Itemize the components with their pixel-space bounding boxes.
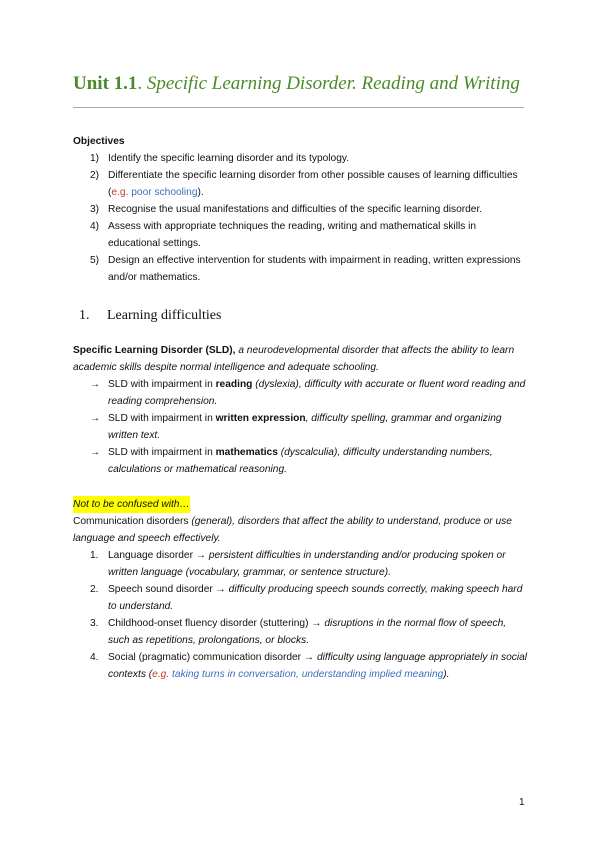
arrow-icon: → — [90, 413, 101, 424]
objectives-list — [73, 150, 528, 286]
list-item — [73, 581, 528, 615]
list-item — [73, 649, 528, 683]
example-text: taking turns in conversation, understanding implied meaning — [172, 669, 444, 680]
sld-description: difficulty with accurate or fluent word reading and reading comprehension. — [108, 379, 526, 407]
example-text: poor schooling — [131, 187, 198, 198]
disorder-description: persistent difficulties in understanding and/or producing spoken or written language (vocabulary, grammar, or sentence structure). — [108, 550, 506, 578]
sld-term: Specific Learning Disorder (SLD), — [73, 345, 236, 356]
section-number: 1. — [79, 308, 90, 323]
disorder-name: Language disorder — [108, 550, 193, 561]
objective-item — [73, 201, 528, 218]
sld-description: difficulty understanding numbers, calculations or mathematical reasoning. — [108, 447, 493, 475]
arrow-icon: → — [311, 618, 322, 629]
communication-disorders-intro — [73, 513, 528, 547]
objective-item — [73, 150, 528, 167]
arrow-icon: → — [90, 379, 101, 390]
objective-item — [73, 218, 528, 252]
sld-description: , difficulty spelling, grammar and organizing written text. — [108, 413, 502, 441]
sld-definition-text: a neurodevelopmental disorder that affects the ability to learn academic skills despite normal intelligence and adequate schooling. — [73, 345, 515, 373]
disorder-description-end: ). — [443, 669, 450, 680]
item-number: 4. — [90, 652, 99, 663]
document-body — [73, 133, 528, 683]
disorder-name: Speech sound disorder — [108, 584, 213, 595]
item-number: 1. — [90, 550, 99, 561]
disorder-description: difficulty producing speech sounds correctly, making speech hard to understand. — [108, 584, 523, 612]
objective-number: 3) — [90, 204, 100, 215]
arrow-icon: → — [195, 550, 206, 561]
objective-text: Design an effective intervention for students with impairment in reading, written expressions and/or mathematics. — [108, 255, 521, 283]
sld-types-list — [73, 376, 528, 478]
sld-prefix: SLD with impairment in — [108, 413, 213, 424]
list-item — [73, 376, 528, 410]
item-number: 3. — [90, 618, 99, 629]
highlighted-note: Not to be confused with… — [73, 496, 190, 513]
comm-qualifier: (general), — [191, 516, 235, 527]
objective-text: Differentiate the specific learning disorder from other possible causes of learning difficulties ( — [108, 170, 518, 198]
sld-prefix: SLD with impairment in — [108, 379, 213, 390]
section-heading — [79, 306, 528, 326]
comm-term: Communication disorders — [73, 516, 189, 527]
arrow-icon: → — [215, 584, 226, 595]
page-title: Unit 1.1. Specific Learning Disorder. Reading and Writing — [73, 73, 520, 94]
list-item — [73, 410, 528, 444]
arrow-icon: → — [303, 652, 315, 663]
page-number: 1 — [519, 797, 525, 808]
disorder-description: disruptions in the normal flow of speech, such as repetitions, prolongations, or blocks. — [108, 618, 507, 646]
eg-label: e.g. — [111, 187, 129, 198]
sld-alt-name: (dyscalculia), — [280, 447, 341, 458]
unit-label: Unit 1.1 — [73, 73, 138, 94]
comm-definition: disorders that affect the ability to understand, produce or use language and speech effectively. — [73, 516, 512, 544]
sld-type: reading — [215, 379, 253, 390]
objective-text-end: ). — [197, 187, 204, 198]
list-item — [73, 444, 528, 478]
list-item — [73, 547, 528, 581]
objective-item — [73, 167, 528, 201]
arrow-icon: → — [90, 447, 101, 458]
title-divider — [73, 107, 524, 108]
sld-type: mathematics — [215, 447, 278, 458]
objective-number: 2) — [90, 170, 100, 181]
objectives-heading: Objectives — [73, 136, 125, 147]
objective-text: Recognise the usual manifestations and difficulties of the specific learning disorder. — [108, 204, 483, 215]
communication-disorders-list — [73, 547, 528, 683]
sld-alt-name: (dyslexia), — [255, 379, 302, 390]
disorder-name: Childhood-onset fluency disorder (stuttering) — [108, 618, 309, 629]
sld-definition — [73, 342, 528, 376]
sld-type: written expression — [215, 413, 306, 424]
disorder-name: Social (pragmatic) communication disorder — [108, 652, 302, 663]
unit-subtitle: Specific Learning Disorder. Reading and Writing — [146, 73, 520, 94]
objective-number: 4) — [90, 221, 100, 232]
sld-prefix: SLD with impairment in — [108, 447, 213, 458]
objective-item — [73, 252, 528, 286]
objective-text: Identify the specific learning disorder and its typology. — [108, 153, 350, 164]
disorder-description: difficulty using language appropriately in social contexts ( — [108, 652, 528, 680]
objective-number: 1) — [90, 153, 100, 164]
section-title: Learning difficulties — [107, 308, 222, 323]
objective-text: Assess with appropriate techniques the reading, writing and mathematical skills in educational settings. — [108, 221, 477, 249]
objective-number: 5) — [90, 255, 100, 266]
list-item — [73, 615, 528, 649]
item-number: 2. — [90, 584, 99, 595]
eg-label: e.g. — [152, 669, 170, 680]
